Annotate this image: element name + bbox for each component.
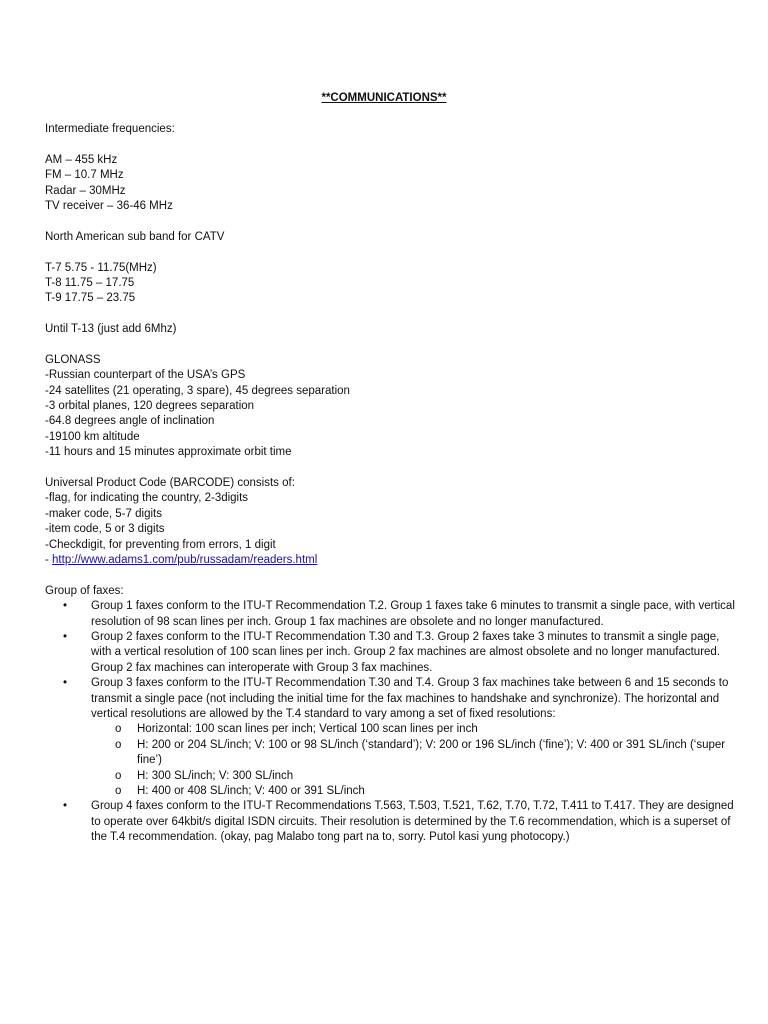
upc-link-line (45, 553, 735, 568)
glonass-heading: GLONASS (45, 353, 101, 366)
resolution-text: H: 200 or 204 SL/inch; V: 100 or 98 SL/inch (‘standard’); V: 200 or 196 SL/inch (‘fine’); V: 400 or 391 SL/inch (‘super fine’) (137, 738, 726, 767)
bullet-icon: • (63, 800, 68, 813)
fax-group-item (45, 630, 735, 676)
catv-line-t9: T-9 17.75 – 23.75 (45, 292, 136, 305)
sub-bullet-icon: o (115, 723, 122, 736)
bullet-icon: • (63, 600, 68, 613)
fax-group-list (45, 599, 735, 846)
upc-line: -maker code, 5-7 digits (45, 507, 162, 520)
fax-group-item (45, 599, 735, 630)
resolution-list (91, 722, 735, 799)
upc-line: -flag, for indicating the country, 2-3digits (45, 492, 249, 505)
page-title: **COMMUNICATIONS** (321, 92, 447, 104)
resolution-item (91, 769, 735, 784)
upc-line: -item code, 5 or 3 digits (45, 523, 165, 536)
catv-heading: North American sub band for CATV (45, 230, 225, 243)
glonass-line: -3 orbital planes, 120 degrees separation (45, 400, 255, 413)
catv-note: Until T-13 (just add 6Mhz) (45, 323, 177, 336)
fax-group-text: Group 3 faxes conform to the ITU-T Recommendation T.30 and T.4. Group 3 fax machines take between 6 and 15 seconds to transmit a single pace (not including the initial time for the fax machines to handshake and synchronize). The horizontal and vertical resolutions are allowed by the T.4 standard to vary among a set of fixed resolutions: (91, 677, 729, 720)
upc-reference-link[interactable]: http://www.adams1.com/pub/russadam/readers.html (52, 553, 318, 566)
if-line-radar: Radar – 30MHz (45, 184, 126, 197)
catv-line-t8: T-8 11.75 – 17.75 (45, 276, 135, 289)
resolution-item (91, 784, 735, 799)
glonass-line: -Russian counterpart of the USA’s GPS (45, 369, 246, 382)
upc-link-prefix: - (45, 553, 53, 566)
document-body (45, 122, 735, 846)
fax-group-item (45, 676, 735, 799)
glonass-line: -11 hours and 15 minutes approximate orbit time (45, 446, 292, 459)
glonass-line: -19100 km altitude (45, 430, 140, 443)
glonass-line: -24 satellites (21 operating, 3 spare), 45 degrees separation (45, 384, 350, 397)
upc-heading: Universal Product Code (BARCODE) consists of: (45, 476, 295, 489)
if-line-am: AM – 455 kHz (45, 153, 118, 166)
resolution-text: H: 300 SL/inch; V: 300 SL/inch (137, 769, 294, 782)
fax-group-text: Group 2 faxes conform to the ITU-T Recommendation T.30 and T.3. Group 2 faxes take 3 minutes to transmit a single page, with a vertical resolution of 100 scan lines per inch. Group 2 fax machines are almost obsolete and no longer manufactured. Group 2 fax machines can interoperate with Group 3 fax machines. (91, 630, 721, 674)
fax-heading: Group of faxes: (45, 584, 124, 597)
bullet-icon: • (63, 677, 68, 690)
resolution-text: Horizontal: 100 scan lines per inch; Vertical 100 scan lines per inch (137, 723, 478, 736)
catv-line-t7: T-7 5.75 - 11.75(MHz) (45, 261, 157, 274)
resolution-text: H: 400 or 408 SL/inch; V: 400 or 391 SL/inch (137, 784, 365, 797)
sub-bullet-icon: o (115, 738, 122, 751)
if-heading: Intermediate frequencies: (45, 123, 175, 135)
if-line-fm: FM – 10.7 MHz (45, 169, 124, 182)
if-line-tv: TV receiver – 36-46 MHz (45, 199, 173, 212)
sub-bullet-icon: o (115, 769, 122, 782)
fax-group-text: Group 4 faxes conform to the ITU-T Recommendations T.563, T.503, T.521, T.62, T.70, T.72, T.411 to T.417. They are designed to operate over 64kbit/s digital ISDN circuits. Their resolution is determined by the T.6 recommendation, which is a superset of the T.4 recommendation. (okay, pag Malabo tong part na to, sorry. Putol kasi yung photocopy.) (91, 800, 734, 844)
resolution-item (91, 722, 735, 737)
bullet-icon: • (63, 630, 68, 643)
fax-group-text: Group 1 faxes conform to the ITU-T Recommendation T.2. Group 1 faxes take 6 minutes to transmit a single pace, with vertical resolution of 98 scan lines per inch. Group 1 fax machines are obsolete and no longer manufactured. (91, 600, 735, 628)
glonass-line: -64.8 degrees angle of inclination (45, 415, 215, 428)
resolution-item (91, 738, 735, 769)
fax-group-item (45, 799, 735, 845)
upc-line: -Checkdigit, for preventing from errors, 1 digit (45, 538, 276, 551)
sub-bullet-icon: o (115, 784, 122, 797)
